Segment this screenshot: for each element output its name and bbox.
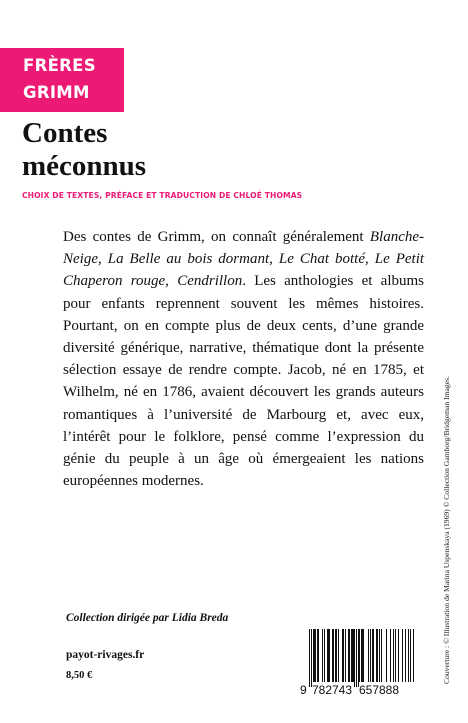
barcode-bar	[338, 629, 339, 682]
barcode-bar	[356, 629, 357, 687]
barcode-bar	[361, 629, 362, 682]
barcode-bar	[317, 629, 318, 682]
barcode-bar	[351, 629, 352, 682]
barcode-bar	[377, 629, 378, 682]
author-banner	[0, 48, 124, 112]
tale-title-cendrillon: Cendrillon	[177, 273, 243, 290]
blurb-text-body: . Les anthologies et albums pour enfants reprennent souvent les mêmes histoires. Pourtant, on en compte plus de deux cents, d’une grande diversité générique, narrative, thématique dont la présente sélection essaye de rendre compte. Jacob, né en 1785, et Wilhelm, né en 1786, avaient découvert les grands auteurs romantiques à l’université de Marbourg et, avec eux, l’intérêt pour le folklore, pensé comme l’expression du génie du peuple à un âge où émergeaient les nations européennes modernes.	[63, 273, 425, 490]
barcode-bar	[352, 629, 353, 682]
barcode-bar	[395, 629, 396, 682]
barcode-bar	[372, 629, 373, 682]
barcode-bar	[313, 629, 314, 682]
barcode-bar	[354, 629, 355, 687]
barcode-bar	[410, 629, 411, 682]
barcode-bar	[348, 629, 349, 682]
price: 8,50 €	[66, 670, 93, 681]
barcode-bar	[368, 629, 369, 682]
barcode-bar	[359, 629, 360, 682]
barcode-bars	[309, 629, 416, 687]
barcode-bar	[349, 629, 350, 682]
barcode-lead-digit: 9	[300, 683, 307, 696]
barcode-bar	[322, 629, 323, 682]
barcode-bar	[329, 629, 330, 682]
tale-title-blanche-neige: Blanche-Neige	[63, 229, 424, 268]
barcode-bar	[318, 629, 319, 682]
barcode-bar	[335, 629, 336, 682]
tale-title-chat-botte: Le Chat botté	[278, 251, 365, 268]
barcode-bar	[324, 629, 325, 682]
barcode-bar	[311, 629, 312, 687]
barcode-bar	[362, 629, 363, 682]
author-line-2: GRIMM	[23, 83, 90, 102]
barcode-bar	[402, 629, 403, 682]
barcode-bar	[379, 629, 380, 682]
barcode-bar	[405, 629, 406, 682]
barcode-bar	[328, 629, 329, 682]
title-line-2: méconnus	[22, 150, 147, 182]
barcode-bar	[309, 629, 310, 687]
back-cover-blurb: Des contes de Grimm, on connaît généralement Blanche-Neige, La Belle au bois dormant, Le Chat botté, Le Petit Chaperon rouge, Cendrillon. Les anthologies et albums pour enfants reprennent souvent les mêmes histoires. Pourtant, on en compte plus de deux cents, d’une grande diversité générique, narrative, thématique dont la présente sélection essaye de rendre compte. Jacob, né en 1785, et Wilhelm, né en 1786, avaient découvert les grands auteurs romantiques à l’université de Marbourg et, avec eux, l’intérêt pour le folklore, pensé comme l’expression du génie du peuple à un âge où émergeaient les nations européennes modernes.	[63, 229, 425, 490]
author-line-1: FRÈRES	[23, 56, 96, 75]
isbn-barcode	[299, 629, 416, 696]
blurb-text-intro: Des contes de Grimm, on connaît généralement	[63, 229, 370, 245]
barcode-bar	[370, 629, 371, 682]
barcode-bar	[342, 629, 343, 682]
barcode-bar	[343, 629, 344, 682]
barcode-bar	[393, 629, 394, 682]
tale-title-belle-au-bois: La Belle au bois dormant	[107, 251, 270, 268]
barcode-bar	[327, 629, 328, 682]
barcode-bar	[333, 629, 334, 682]
barcode-bar	[376, 629, 377, 682]
barcode-bar	[314, 629, 315, 682]
barcode-bar	[413, 629, 414, 682]
barcode-bar	[353, 629, 354, 682]
tale-title-chaperon-rouge: Le Petit Chaperon rouge	[63, 251, 425, 290]
cover-illustration-credit: Couverture : © Illustration de Marina Uspenskaya (1969) © Collection Gamborg/Bridgeman Images.	[442, 376, 451, 684]
barcode-bar	[373, 629, 374, 682]
barcode-bar	[332, 629, 333, 682]
barcode-bar	[336, 629, 337, 682]
title-line-1: Contes	[22, 117, 108, 149]
barcode-bar	[408, 629, 409, 682]
barcode-bar	[381, 629, 382, 682]
publisher-url[interactable]: payot-rivages.fr	[66, 649, 145, 661]
barcode-bar	[386, 629, 387, 682]
barcode-bar	[315, 629, 316, 682]
barcode-bar	[358, 629, 359, 687]
barcode-bar	[345, 629, 346, 682]
barcode-bar	[390, 629, 391, 682]
collection-director: Collection dirigée par Lidia Breda	[66, 612, 229, 624]
barcode-bar	[398, 629, 399, 682]
editorial-credits: CHOIX DE TEXTES, PRÉFACE ET TRADUCTION DE CHLOÉ THOMAS	[22, 191, 303, 200]
book-title	[22, 117, 146, 183]
barcode-right-digits: 657888	[359, 683, 400, 696]
barcode-left-digits: 782743	[312, 683, 353, 696]
barcode-bar	[363, 629, 364, 682]
